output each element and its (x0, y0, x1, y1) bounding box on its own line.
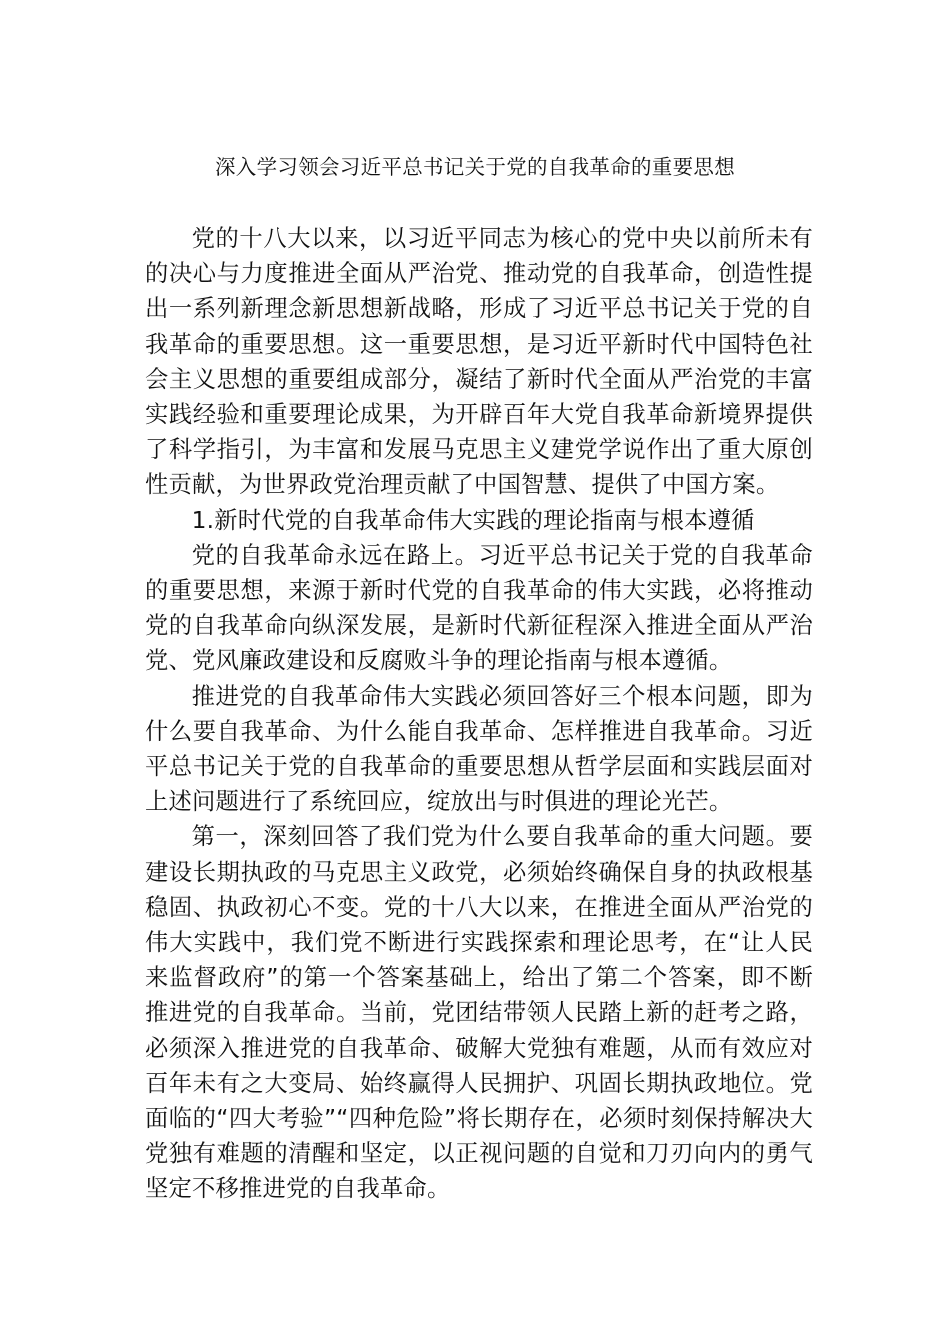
paragraph-section-1: 党的自我革命永远在路上。习近平总书记关于党的自我革命的重要思想，来源于新时代党的自我革命的伟大实践，必将推动党的自我革命向纵深发展，是新时代新征程深入推进全面从严治党、党风廉政建设和反腐败斗争的理论指南与根本遵循。 (145, 541, 813, 675)
paragraph-first-point: 第一，深刻回答了我们党为什么要自我革命的重大问题。要建设长期执政的马克思主义政党，必须始终确保自身的执政根基稳固、执政初心不变。党的十八大以来，在推进全面从严治党的伟大实践中，我们党不断进行实践探索和理论思考，在“让人民来监督政府”的第一个答案基础上，给出了第二个答案，即不断推进党的自我革命。当前，党团结带领人民踏上新的赶考之路，必须深入推进党的自我革命、破解大党独有难题，从而有效应对百年未有之大变局、始终赢得人民拥护、巩固长期执政地位。党面临的“四大考验”“四种危险”将长期存在，必须时刻保持解决大党独有难题的清醒和坚定，以正视问题的自觉和刀刃向内的勇气坚定不移推进党的自我革命。 (145, 823, 813, 1203)
section-heading: 1.新时代党的自我革命伟大实践的理论指南与根本遵循 (191, 506, 755, 534)
paragraph-intro: 党的十八大以来，以习近平同志为核心的党中央以前所未有的决心与力度推进全面从严治党、推动党的自我革命，创造性提出一系列新理念新思想新战略，形成了习近平总书记关于党的自我革命的重要思想。这一重要思想，是习近平新时代中国特色社会主义思想的重要组成部分，凝结了新时代全面从严治党的丰富实践经验和重要理论成果，为开辟百年大党自我革命新境界提供了科学指引，为丰富和发展马克思主义建党学说作出了重大原创性贡献，为世界政党治理贡献了中国智慧、提供了中国方案。 (145, 225, 813, 499)
document-title: 深入学习领会习近平总书记关于党的自我革命的重要思想 (215, 155, 735, 179)
paragraph-three-questions: 推进党的自我革命伟大实践必须回答好三个根本问题，即为什么要自我革命、为什么能自我革命、怎样推进自我革命。习近平总书记关于党的自我革命的重要思想从哲学层面和实践层面对上述问题进行了系统回应，绽放出与时俱进的理论光芒。 (145, 682, 813, 816)
document-body (145, 221, 813, 1207)
